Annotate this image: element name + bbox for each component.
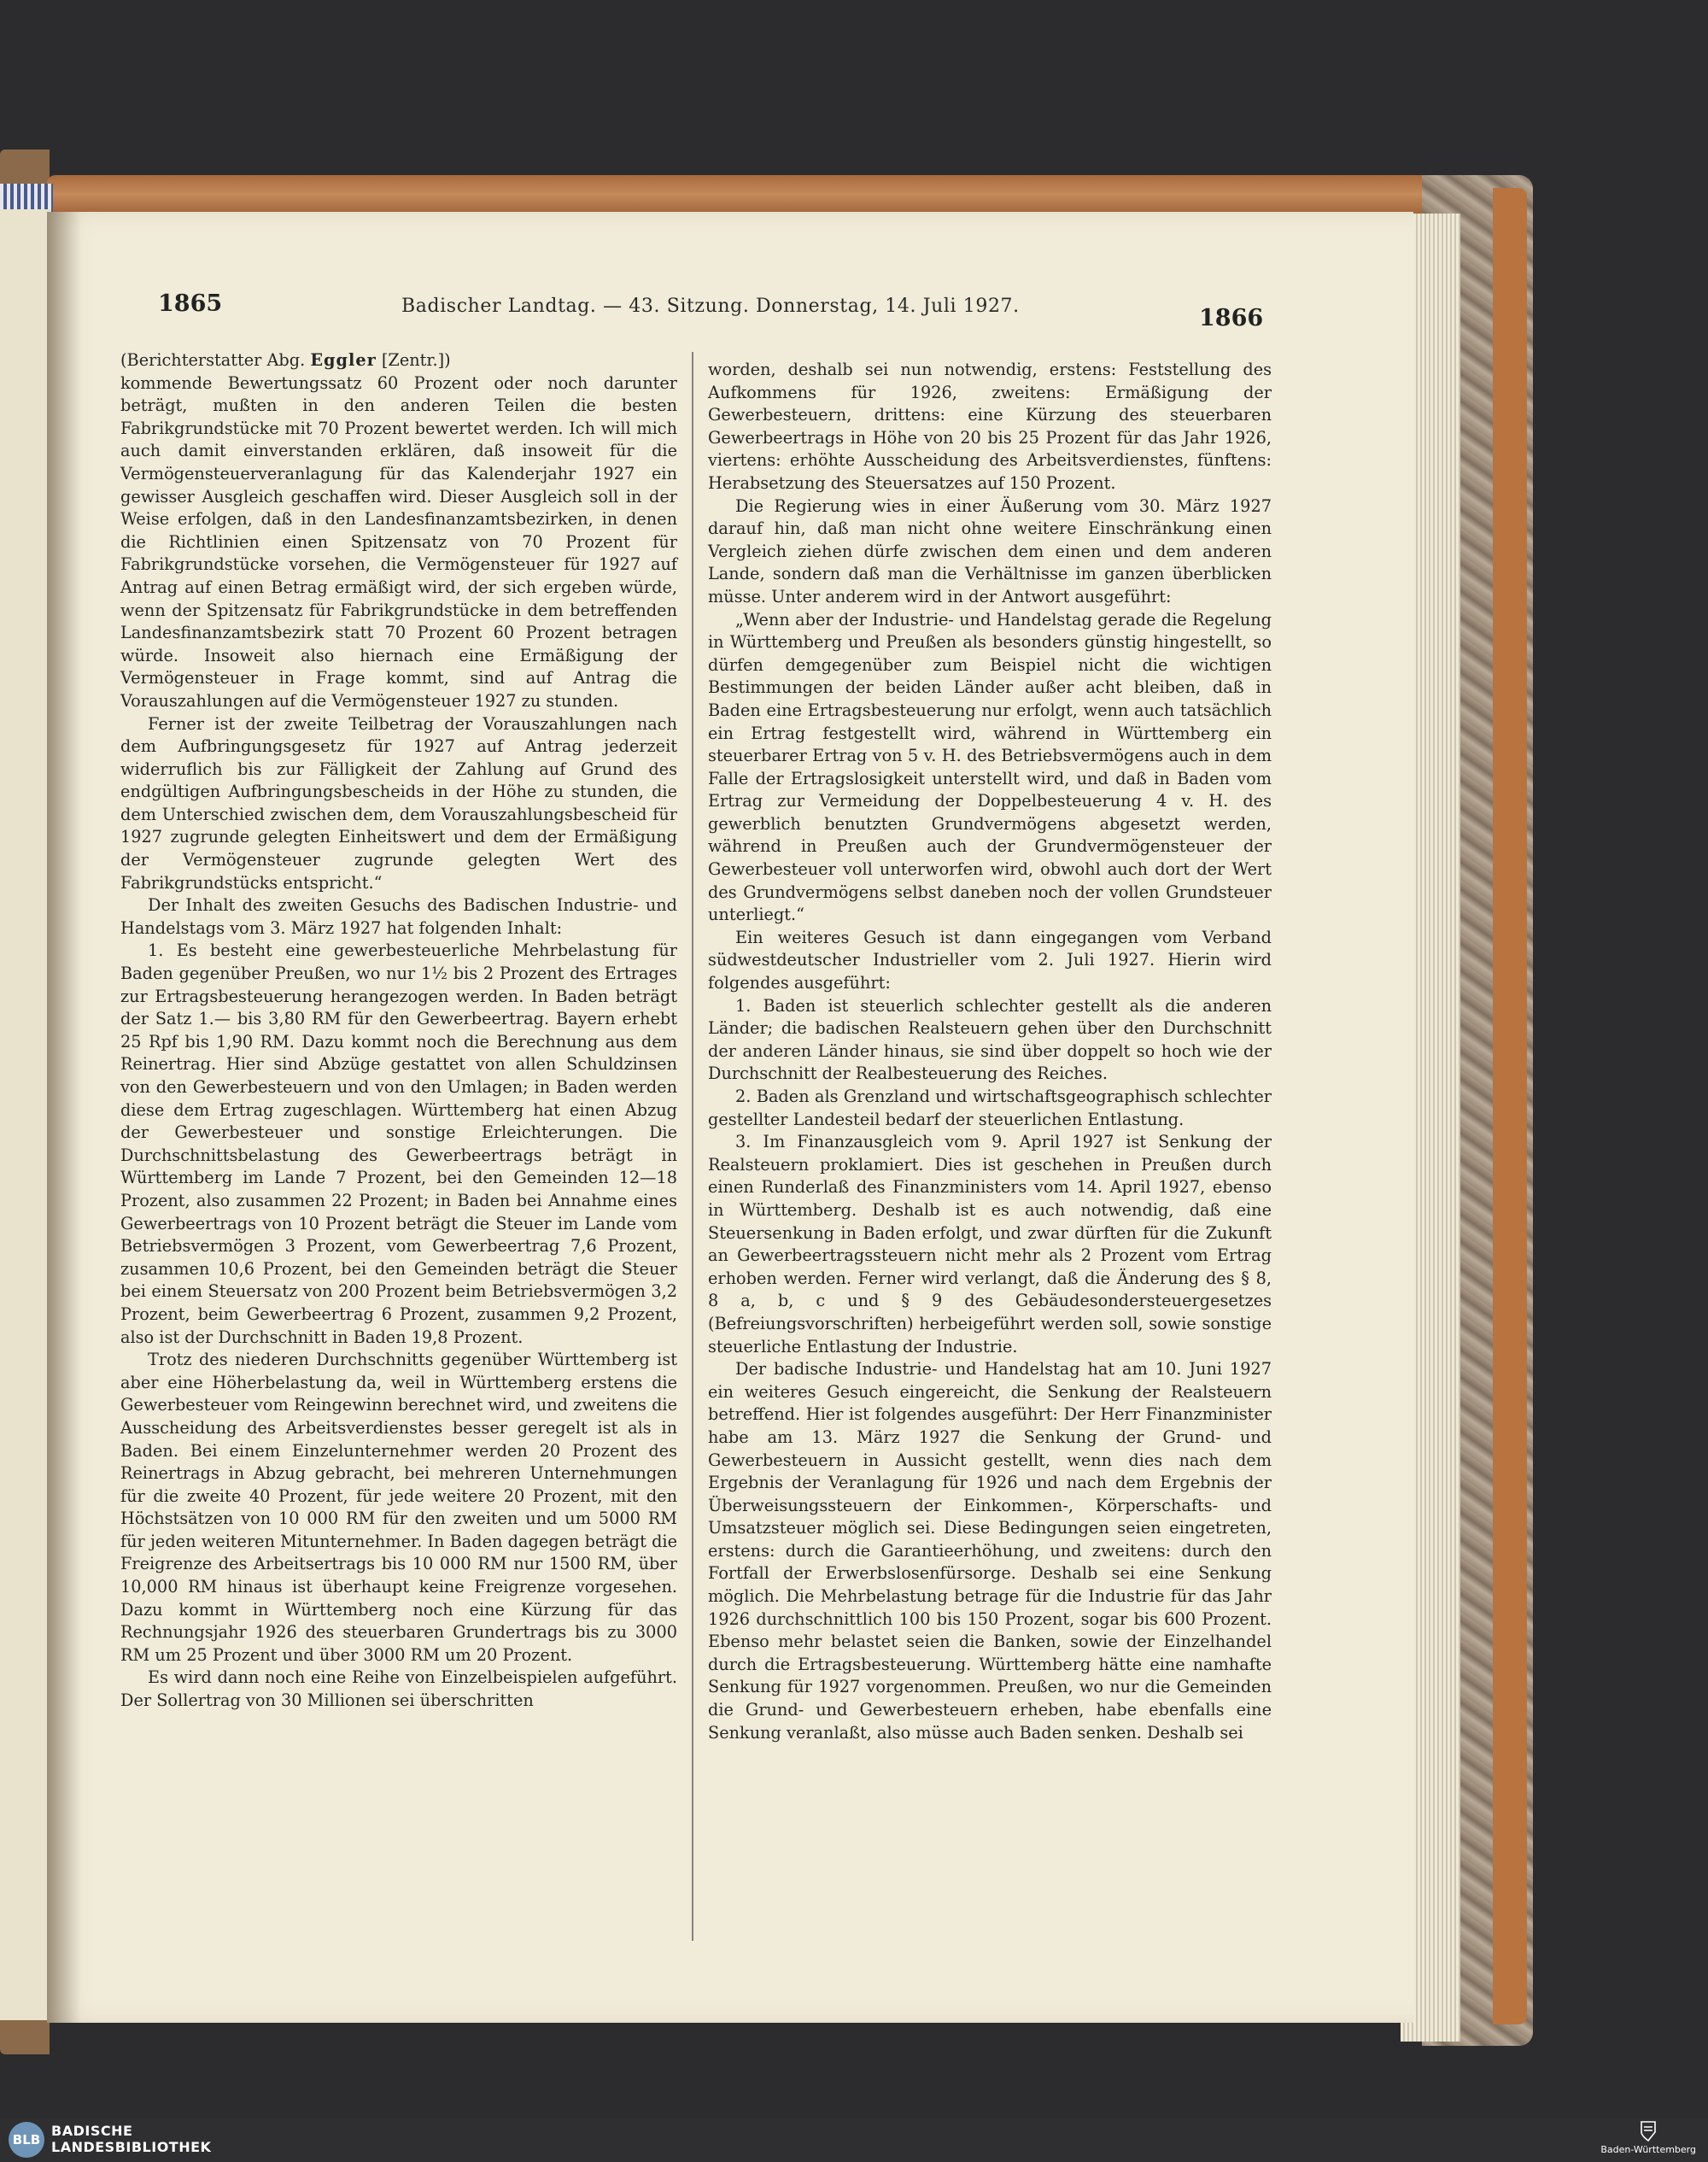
footer-bar [0, 2118, 1708, 2162]
paragraph: 1. Baden ist steuerlich schlechter gestellt als die anderen Länder; die badischen Realsteuern gehen über den Durchschnitt der anderen Länder hinaus, sie sind über doppelt so hoch wie der Durchschnitt der Realbesteuerung des Reiches. [708, 995, 1272, 1084]
gutter-shadow [47, 212, 81, 2023]
page-number-left: 1865 [158, 290, 223, 317]
column-divider [692, 352, 693, 1941]
library-name [51, 2123, 211, 2155]
speaker-prefix: (Berichterstatter Abg. [120, 350, 311, 370]
state-logo-text: Baden-Württemberg [1600, 2144, 1696, 2155]
paragraph: Ein weiteres Gesuch ist dann eingegangen vom Verband südwestdeutscher Industrieller vom 2. Juli 1927. Hierin wird folgendes ausgeführt: [708, 927, 1272, 993]
speaker-line [120, 349, 677, 372]
baden-wuerttemberg-logo [1600, 2120, 1696, 2155]
paragraph: 3. Im Finanzausgleich vom 9. April 1927 ist Senkung der Realsteuern proklamiert. Dies ist geschehen in Preußen durch einen Runderlaß des Finanzministers vom 14. April 1927, ebenso in Württemberg. Deshalb ist es auch notwendig, daß eine Steuersenkung in Baden erfolgt, und zwar dürften für die Zukunft an Gewerbeertragssteuern nicht mehr als 2 Prozent vom Ertrag erhoben werden. Ferner wird verlangt, daß die Änderung des § 8, 8 a, b, c und § 9 des Gebäudesondersteuergesetzes (Befreiungsvorschriften) herbeigeführt werden soll, sowie sonstige steuerliche Entlastung der Industrie. [708, 1132, 1272, 1356]
paragraph: 2. Baden als Grenzland und wirtschaftsgeographisch schlechter gestellter Landesteil bedarf der steuerlichen Entlastung. [708, 1087, 1272, 1129]
coat-of-arms-icon [1636, 2120, 1660, 2142]
paragraph: Es wird dann noch eine Reihe von Einzelbeispielen aufgeführt. Der Sollertrag von 30 Millionen sei überschritten [120, 1667, 677, 1711]
library-name-line2: LANDESBIBLIOTHEK [51, 2139, 212, 2155]
blb-logo-icon: BLB [9, 2122, 44, 2158]
right-column [708, 359, 1272, 1744]
paragraph: worden, deshalb sei nun notwendig, erstens: Feststellung des Aufkommens für 1926, zweitens: Ermäßigung der Gewerbesteuern, drittens: eine Kürzung des steuerbaren Gewerbeertrags in Höhe von 20 bis 25 Prozent für das Jahr 1926, viertens: erhöhte Ausscheidung des Arbeitsverdienstes, fünftens: Herabsetzung des Steuersatzes auf 150 Prozent. [708, 360, 1272, 493]
binding-thread [0, 184, 53, 213]
speaker-party: [Zentr.]) [376, 350, 451, 370]
cloth-spine [1493, 188, 1527, 2024]
paragraph: Der Inhalt des zweiten Gesuchs des Badischen Industrie- und Handelstags vom 3. März 1927 hat folgenden Inhalt: [120, 895, 677, 938]
paragraph: Die Regierung wies in einer Äußerung vom 30. März 1927 darauf hin, daß man nicht ohne weitere Einschränkung einen Vergleich ziehen dürfe zwischen dem einen und dem anderen Lande, sondern daß man die Verhältnisse im ganzen überblicken müsse. Unter anderem wird in der Antwort ausgeführt: [708, 495, 1272, 606]
paragraph: kommende Bewertungssatz 60 Prozent oder noch darunter beträgt, mußten in den anderen Teilen die besten Fabrikgrundstücke mit 70 Prozent bewertet werden. Ich will mich auch damit einverstanden erklären, daß insoweit für die Vermögensteuerveranlagung für das Kalenderjahr 1927 ein gewisser Ausgleich geschaffen wird. Dieser Ausgleich soll in der Weise erfolgen, daß in den Landesfinanzamtsbezirken, in denen die Richtlinien einen Spitzensatz von 70 Prozent für Fabrikgrundstücke vorsehen, die Vermögensteuer für 1927 auf Antrag auf einen Betrag ermäßigt wird, der sich ergeben würde, wenn der Spitzensatz für Fabrikgrundstücke in dem betreffenden Landesfinanzamtsbezirk statt 70 Prozent 60 Prozent betragen würde. Insoweit also hiernach eine Ermäßigung der Vermögensteuer in Frage kommt, sind auf Antrag die Vorauszahlungen auf die Vermögensteuer 1927 zu stunden. [120, 372, 677, 711]
page-number-right: 1866 [1199, 305, 1264, 331]
running-head: Badischer Landtag. — 43. Sitzung. Donnerstag, 14. Juli 1927. [401, 296, 1020, 317]
library-name-line1: BADISCHE [51, 2123, 133, 2139]
paragraph: „Wenn aber der Industrie- und Handelstag gerade die Regelung in Württemberg und Preußen als besonders günstig hingestellt, so dürfen demgegenüber zum Beispiel nicht die wichtigen Bestimmungen der beiden Länder außer acht bleiben, daß in Baden eine Ertragsbesteuerung nur erfolgt, wenn auch tatsächlich ein Ertrag festgestellt wird, während in Württemberg ein steuerbarer Ertrag von 5 v. H. des Betriebsvermögens auch in dem Falle der Ertragslosigkeit unterstellt wird, und daß in Baden vom Ertrag zur Vermeidung der Doppelbesteuerung 4 v. H. des gewerblich benutzten Grundvermögens abgesetzt werden, während in Preußen auch der Grundvermögensteuer der Gewerbesteuer voll unterworfen wird, obwohl auch dort der Wert des Grundvermögens selbst daneben noch der vollen Grundsteuer unterliegt.“ [708, 609, 1272, 925]
speaker-name: Eggler [310, 350, 377, 370]
left-page-edge [0, 209, 51, 2020]
paragraph: Ferner ist der zweite Teilbetrag der Vorauszahlungen nach dem Aufbringungsgesetz für 1927 auf Antrag jederzeit widerruflich bis zur Fälligkeit der Zahlung auf Grund des endgültigen Aufbringungsbescheids in der Höhe zu stunden, die dem Unterschied zwischen dem, dem Vorauszahlungsbescheid für 1927 zugrunde gelegten Einheitswert und dem der Ermäßigung der Vermögensteuer zugrunde gelegten Wert des Fabrikgrundstücks entspricht.“ [120, 713, 677, 893]
paragraph: Der badische Industrie- und Handelstag hat am 10. Juni 1927 ein weiteres Gesuch eingereicht, die Senkung der Realsteuern betreffend. Hier ist folgendes ausgeführt: Der Herr Finanzminister habe am 13. März 1927 die Senkung der Grund- und Gewerbesteuern in Aussicht gestellt, wenn dies nach dem Ergebnis der Veranlagung für 1926 und nach dem Ergebnis der Überweisungssteuern der Einkommen-, Körperschafts- und Umsatzsteuer möglich sei. Diese Bedingungen seien eingetreten, erstens: durch die Garantieerhöhung, und zweitens: durch den Fortfall der Erwerbslosenfürsorge. Deshalb sei eine Senkung möglich. Die Mehrbelastung betrage für die Industrie für das Jahr 1926 durchschnittlich 100 bis 150 Prozent, sogar bis 600 Prozent. Ebenso mehr belastet seien die Banken, sowie der Einzelhandel durch die Ertragsbesteuerung. Württemberg hätte eine namhafte Senkung für 1927 vorgenommen. Preußen, wo nur die Gemeinden die Grund- und Gewerbesteuern erheben, habe ebenfalls eine Senkung veranlaßt, also müsse auch Baden senken. Deshalb sei [708, 1359, 1272, 1743]
paragraph: Trotz des niederen Durchschnitts gegenüber Württemberg ist aber eine Höherbelastung da, weil in Württemberg erstens die Gewerbesteuer vom Reingewinn berechnet wird, und zweitens die Ausscheidung des Arbeitsverdienstes besser geregelt ist als in Baden. Bei einem Einzelunternehmer werden 20 Prozent des Reinertrags in Abzug gebracht, bei mehreren Unternehmungen für die zweite 40 Prozent, für jede weitere 20 Prozent, mit den Höchstsätzen von 10 000 RM für den zweiten und um 5000 RM für jeden weiteren Mitunternehmer. In Baden dagegen beträgt die Freigrenze des Arbeitsertrags bis 10 000 RM nur 1500 RM, über 10,000 RM hinaus ist überhaupt keine Freigrenze vorgesehen. Dazu kommt in Württemberg noch eine Kürzung für das Rechnungsjahr 1926 des steuerbaren Grundertrags bis zu 3000 RM um 25 Prozent und über 3000 RM um 20 Prozent. [120, 1350, 677, 1665]
left-column [120, 349, 677, 1713]
paragraph: 1. Es besteht eine gewerbesteuerliche Mehrbelastung für Baden gegenüber Preußen, wo nur 1½ bis 2 Prozent des Ertrages zur Ertragsbesteuerung herangezogen werden. In Baden beträgt der Satz 1.— bis 3,80 RM für den Gewerbeertrag. Bayern erhebt 25 Rpf bis 1,90 RM. Dazu kommt noch die Berechnung aus dem Reinertrag. Hier sind Abzüge gestattet von allen Schuldzinsen von den Gewerbesteuern und von den Umlagen; in Baden werden diese dem Ertrag zugeschlagen. Württemberg hat einen Abzug der Gewerbesteuer und sonstige Erleichterungen. Die Durchschnittsbelastung des Gewerbeertrags beträgt in Württemberg im Lande 7 Prozent, bei den Gemeinden 12—18 Prozent, also zusammen 22 Prozent; in Baden bei Annahme eines Gewerbeertrags von 10 Prozent beträgt die Steuer im Lande vom Betriebsvermögen 3 Prozent, vom Gewerbeertrag 7,6 Prozent, zusammen 10,6 Prozent, bei den Gemeinden beträgt die Steuer bei einem Steuersatz von 200 Prozent beim Betriebsvermögen 3,2 Prozent, beim Gewerbeertrag 6 Prozent, zusammen 9,2 Prozent, also ist der Durchschnitt in Baden 19,8 Prozent. [120, 940, 677, 1347]
